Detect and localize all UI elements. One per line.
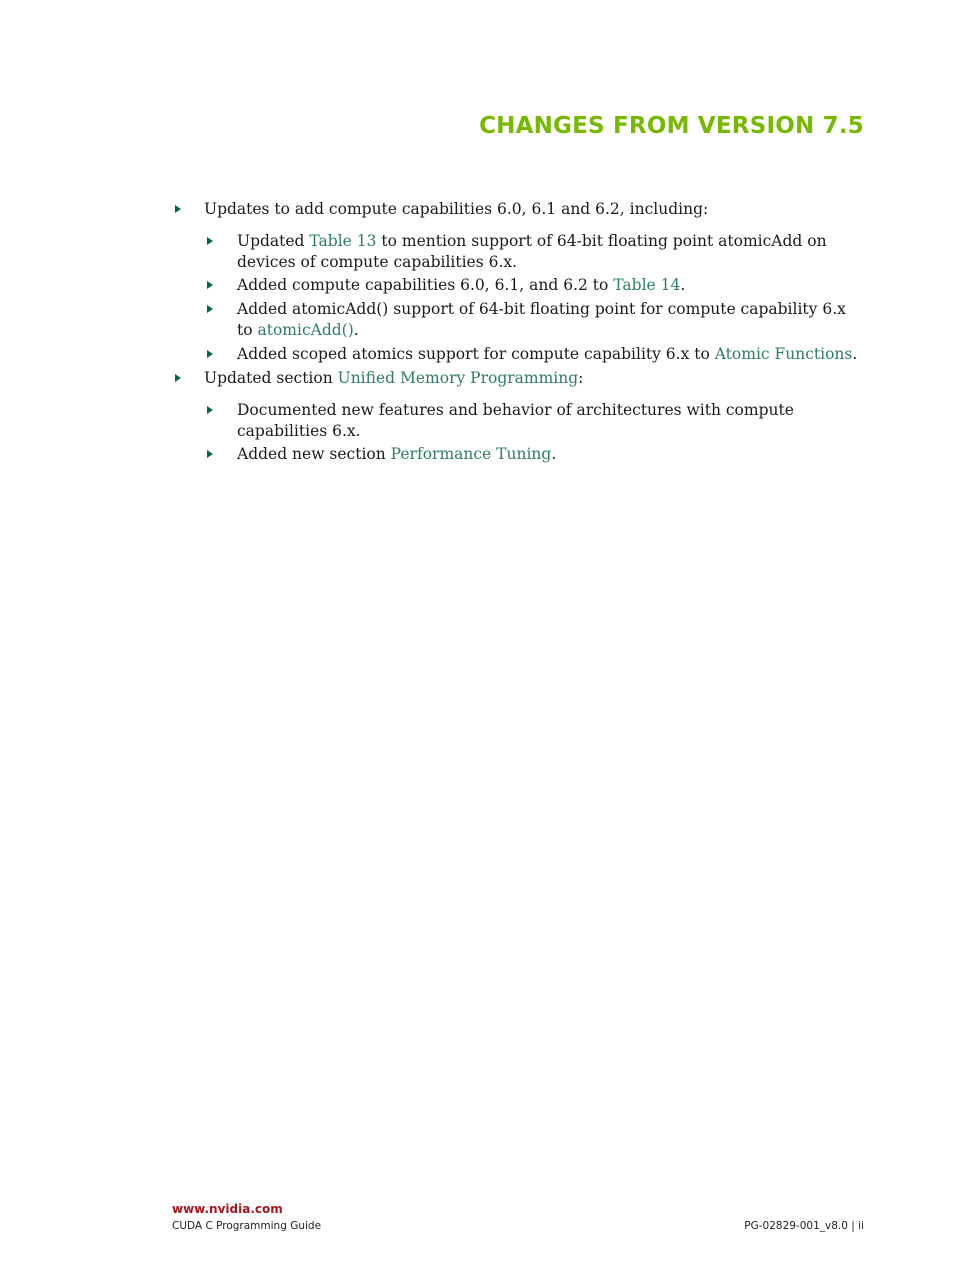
bullet-icon (207, 305, 213, 313)
footer-page-info (744, 1220, 864, 1232)
link-performance-tuning[interactable]: Performance Tuning (390, 445, 552, 463)
item-text: . (353, 321, 359, 339)
item-text: Updated section (204, 369, 338, 387)
footer-page-number: ii (858, 1220, 864, 1232)
link-table-13[interactable]: Table 13 (309, 232, 377, 250)
footer-url[interactable]: www.nvidia.com (172, 1202, 283, 1216)
bullet-icon (207, 237, 213, 245)
item-text: Documented new features and behavior of architectures with compute (237, 401, 794, 419)
list-item (237, 275, 685, 295)
link-unified-memory-programming[interactable]: Unified Memory Programming (337, 369, 579, 387)
bullet-icon (175, 374, 181, 382)
item-text: : (578, 369, 584, 387)
link-table-14[interactable]: Table 14 (613, 276, 681, 294)
item-text: to (237, 321, 258, 339)
bullet-icon (207, 350, 213, 358)
item-text: . (852, 345, 858, 363)
footer-separator: | (851, 1220, 855, 1232)
item-text: . (551, 445, 557, 463)
item-text: to mention support of 64-bit floating point atomicAdd on (376, 232, 827, 250)
item-text: capabilities 6.x. (237, 422, 361, 440)
item-continuation (237, 252, 517, 272)
bullet-icon (207, 281, 213, 289)
item-continuation (237, 421, 361, 441)
bullet-icon (207, 406, 213, 414)
item-text: devices of compute capabilities 6.x. (237, 253, 518, 271)
list-item (237, 344, 857, 364)
list-item (204, 368, 583, 388)
list-item (237, 231, 827, 251)
item-text: Added atomicAdd() support of 64-bit floating point for compute capability 6.x (237, 300, 846, 318)
item-continuation (237, 320, 359, 340)
item-text: Updated (237, 232, 310, 250)
link-atomic-functions[interactable]: Atomic Functions (714, 345, 853, 363)
list-item (237, 400, 794, 420)
item-text: . (680, 276, 686, 294)
list-item (237, 444, 556, 464)
bullet-icon (175, 205, 181, 213)
item-text: Added scoped atomics support for compute capability 6.x to (237, 345, 715, 363)
item-text: Added compute capabilities 6.0, 6.1, and 6.2 to (237, 276, 614, 294)
footer-doc-id: PG-02829-001_v8.0 (744, 1220, 848, 1232)
link-atomicadd[interactable]: atomicAdd() (257, 321, 354, 339)
bullet-icon (207, 450, 213, 458)
item-text: Added new section (237, 445, 391, 463)
item-text: Updates to add compute capabilities 6.0, 6.1 and 6.2, including: (204, 200, 709, 218)
footer-guide-title: CUDA C Programming Guide (172, 1220, 322, 1232)
list-item (237, 299, 846, 319)
page-title: CHANGES FROM VERSION 7.5 (479, 113, 864, 139)
list-item (204, 199, 708, 219)
